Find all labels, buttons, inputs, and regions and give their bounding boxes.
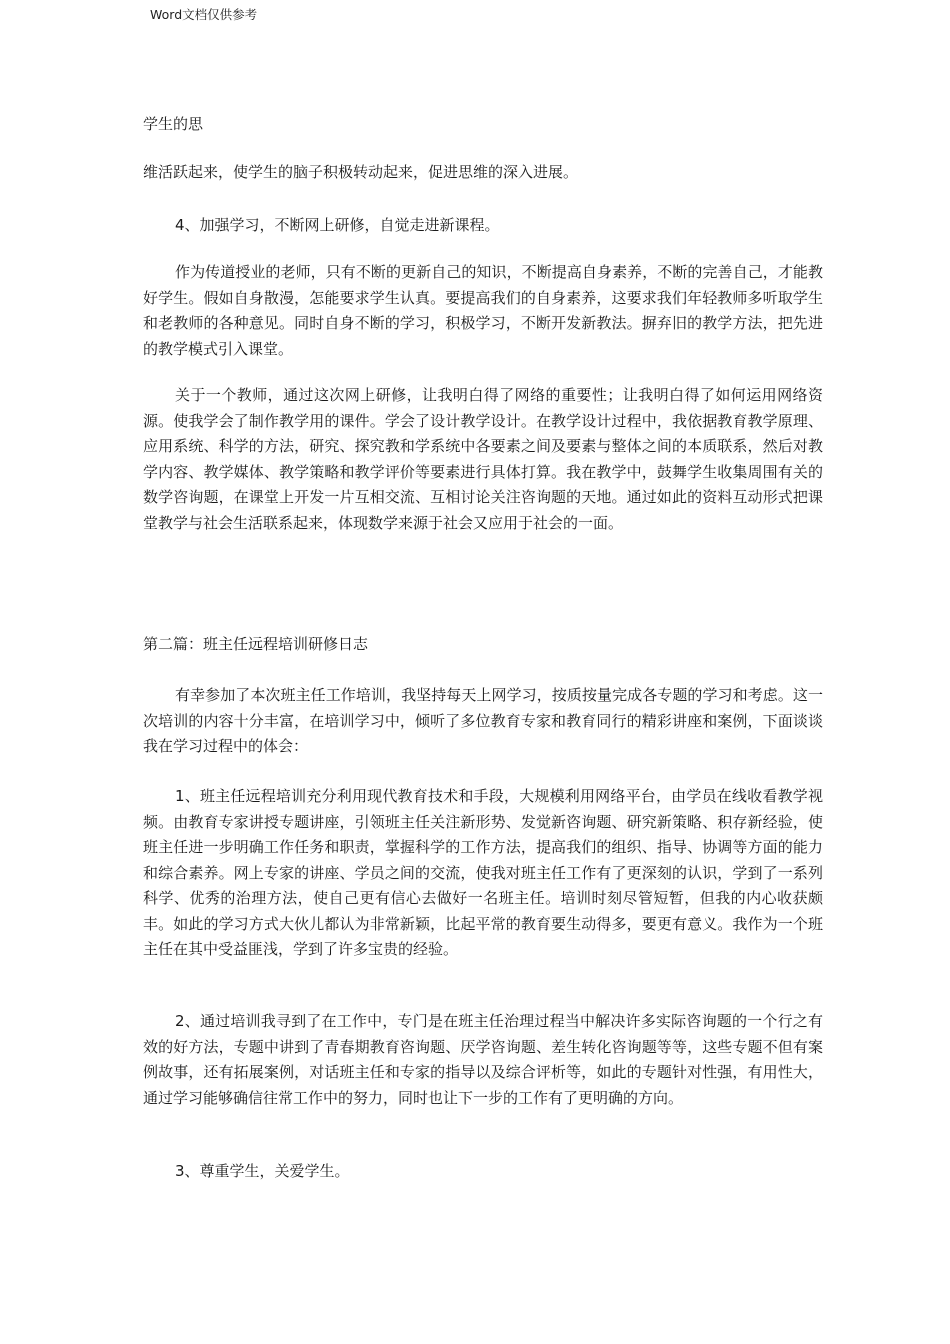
paragraph-point-1: 1、班主任远程培训充分利用现代教育技术和手段，大规模利用网络平台，由学员在线收看教学视频。由教育专家讲授专题讲座，引领班主任关注新形势、发觉新咨询题、研究新策略、积存新经验，使班主任进一步明确工作任务和职责，掌握科学的工作方法，提高我们的组织、指导、协调等方面的能力和综合素养。网上专家的讲座、学员之间的交流，使我对班主任工作有了更深刻的认识，学到了一系列科学、优秀的治理方法，使自己更有信心去做好一名班主任。培训时刻尽管短暂，但我的内心收获颇丰。如此的学习方式大伙儿都认为非常新颖，比起平常的教育要生动得多，要更有意义。我作为一个班主任在其中受益匪浅，学到了许多宝贵的经验。 — [143, 787, 823, 958]
item-3-heading: 3、尊重学生，关爱学生。 — [175, 1162, 350, 1180]
section-title: 第二篇：班主任远程培训研修日志 — [143, 635, 369, 653]
text-fragment: 学生的思 — [143, 115, 204, 133]
paragraph-intro: 有幸参加了本次班主任工作培训，我坚持每天上网学习，按质按量完成各专题的学习和考虑。这一次培训的内容十分丰富，在培训学习中，倾听了多位教育专家和教育同行的精彩讲座和案例，下面谈谈我在学习过程中的体会： — [143, 686, 823, 755]
paragraph-self-improvement: 作为传道授业的老师，只有不断的更新自己的知识，不断提高自身素养，不断的完善自己，才能教好学生。假如自身散漫，怎能要求学生认真。要提高我们的自身素养，这要求我们年轻教师多听取学生和老教师的各种意见。同时自身不断的学习，积极学习，不断开发新教法。摒弃旧的教学方法，把先进的教学模式引入课堂。 — [143, 263, 823, 358]
item-4-heading: 4、加强学习，不断网上研修，自觉走进新课程。 — [175, 216, 500, 234]
text-line: 维活跃起来，使学生的脑子积极转动起来，促进思维的深入进展。 — [143, 163, 579, 181]
header-watermark: Word文档仅供参考 — [150, 7, 258, 22]
paragraph-online-training: 关于一个教师，通过这次网上研修，让我明白得了网络的重要性；让我明白得了如何运用网络资源。使我学会了制作教学用的课件。学会了设计教学设计。在教学设计过程中，我依据教育教学原理、应用系统、科学的方法，研究、探究教和学系统中各要素之间及要素与整体之间的本质联系，然后对教学内容、教学媒体、教学策略和教学评价等要素进行具体打算。我在教学中，鼓舞学生收集周围有关的数学咨询题，在课堂上开发一片互相交流、互相讨论关注咨询题的天地。通过如此的资料互动形式把课堂教学与社会生活联系起来，体现数学来源于社会又应用于社会的一面。 — [143, 386, 823, 532]
paragraph-point-2: 2、通过培训我寻到了在工作中，专门是在班主任治理过程当中解决许多实际咨询题的一个行之有效的好方法，专题中讲到了青春期教育咨询题、厌学咨询题、差生转化咨询题等等，这些专题不但有案例故事，还有拓展案例，对话班主任和专家的指导以及综合评析等，如此的专题针对性强，有用性大，通过学习能够确信往常工作中的努力，同时也让下一步的工作有了更明确的方向。 — [143, 1012, 823, 1107]
